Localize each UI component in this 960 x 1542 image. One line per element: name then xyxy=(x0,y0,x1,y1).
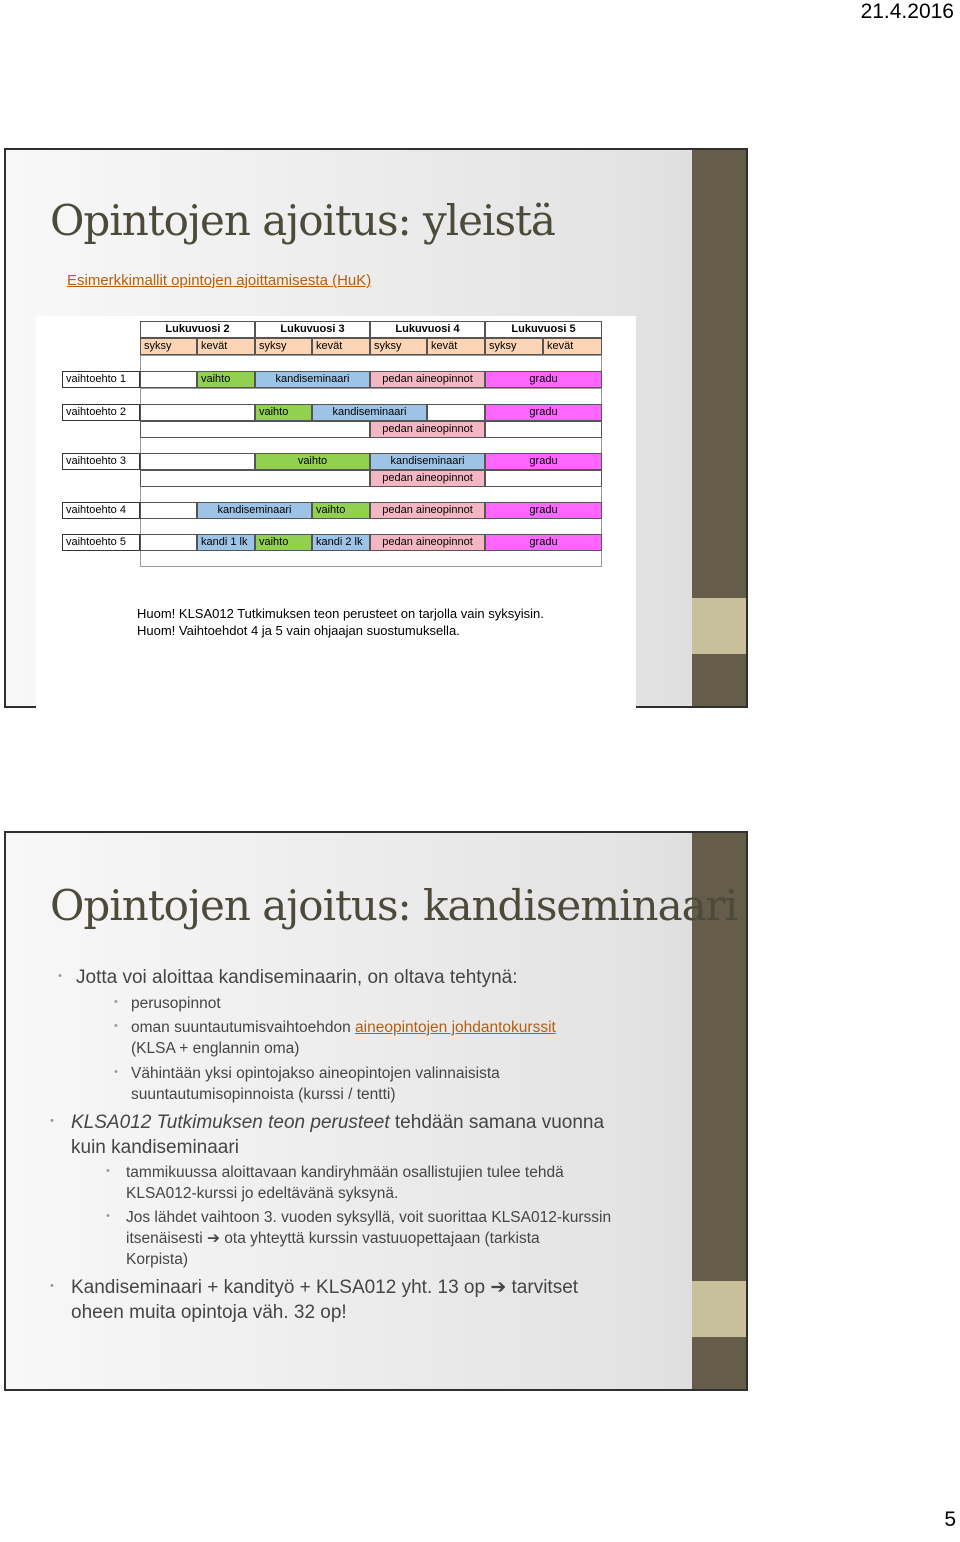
grid-row xyxy=(140,388,602,405)
bullet-continuation: (KLSA + englannin oma) xyxy=(131,1040,300,1057)
option-label: vaihtoehto 3 xyxy=(62,453,140,470)
bullet-continuation: oheen muita opintoja väh. 32 op! xyxy=(71,1302,347,1323)
bullet-prerequisites: Jotta voi aloittaa kandiseminaarin, on oltava tehtynä: xyxy=(76,967,518,988)
vaihto-cell: vaihto xyxy=(197,371,255,388)
bullet-tammikuu: tammikuussa aloittavaan kandiryhmään osallistujien tulee tehdä xyxy=(126,1164,564,1181)
year-header: Lukuvuosi 4 xyxy=(370,321,485,338)
gradu-cell: gradu xyxy=(485,502,602,519)
gradu-cell: gradu xyxy=(485,453,602,470)
bullet-icon: • xyxy=(106,1210,110,1222)
pedan-cell: pedan aineopinnot xyxy=(370,371,485,388)
empty-cell xyxy=(140,404,255,421)
bullet-vaihto: Jos lähdet vaihtoon 3. vuoden syksyllä, voit suorittaa KLSA012-kurssin xyxy=(126,1209,612,1226)
year-header: Lukuvuosi 5 xyxy=(485,321,602,338)
semester-cell: syksy xyxy=(485,338,543,355)
bullet-text: itsenäisesti xyxy=(126,1230,207,1247)
empty-cell xyxy=(140,534,197,551)
slide-notes xyxy=(137,605,544,639)
arrow-right-icon: ➔ xyxy=(206,1230,220,1247)
kandiseminaari-cell: kandiseminaari xyxy=(255,371,370,388)
kandiseminaari-cell: kandiseminaari xyxy=(370,453,485,470)
slide-side-bar xyxy=(692,150,746,706)
gradu-cell: gradu xyxy=(485,534,602,551)
option-label: vaihtoehto 2 xyxy=(62,404,140,421)
slide-title: Opintojen ajoitus: kandiseminaari xyxy=(50,881,738,930)
gradu-cell: gradu xyxy=(485,404,602,421)
bullet-text: Kandiseminaari + kandityö + KLSA012 yht. 13 op xyxy=(71,1277,491,1298)
option-label: vaihtoehto 5 xyxy=(62,534,140,551)
vaihto-cell: vaihto xyxy=(255,404,312,421)
empty-cell xyxy=(427,404,485,421)
option-label: vaihtoehto 4 xyxy=(62,502,140,519)
bullet-perusopinnot: perusopinnot xyxy=(131,995,221,1012)
semester-cell: kevät xyxy=(197,338,255,355)
vaihto-cell: vaihto xyxy=(255,453,370,470)
pedan-cell: pedan aineopinnot xyxy=(370,534,485,551)
year-header: Lukuvuosi 2 xyxy=(140,321,255,338)
pedan-cell: pedan aineopinnot xyxy=(370,470,485,487)
year-header: Lukuvuosi 3 xyxy=(255,321,370,338)
arrow-right-icon: ➔ xyxy=(490,1277,507,1298)
bullet-continuation: suuntautumisopinnoista (kurssi / tentti) xyxy=(131,1086,396,1103)
bullet-icon: • xyxy=(58,970,62,982)
empty-cell xyxy=(140,470,370,487)
bullet-johdantokurssit xyxy=(131,1017,556,1038)
aineopintojen-link[interactable]: aineopintojen johdantokurssit xyxy=(355,1019,556,1036)
bullet-icon: • xyxy=(114,1020,118,1032)
slide-2 xyxy=(4,831,748,1391)
empty-cell xyxy=(485,470,602,487)
bullet-icon: • xyxy=(50,1280,54,1292)
empty-cell xyxy=(140,502,197,519)
kandiseminaari-cell: kandiseminaari xyxy=(197,502,312,519)
empty-cell xyxy=(140,371,197,388)
bullet-total xyxy=(71,1275,578,1300)
bullet-text: tarvitset xyxy=(506,1277,579,1298)
bullet-icon: • xyxy=(114,1066,118,1078)
bullet-icon: • xyxy=(106,1165,110,1177)
bullet-continuation xyxy=(126,1228,540,1249)
huk-examples-link[interactable]: Esimerkkimallit opintojen ajoittamisesta (HuK) xyxy=(67,272,372,289)
grid-row xyxy=(140,486,602,503)
empty-cell xyxy=(140,453,255,470)
bullet-continuation: KLSA012-kurssi jo edeltävänä syksynä. xyxy=(126,1185,399,1202)
kandiseminaari-cell: kandiseminaari xyxy=(312,404,427,421)
bar-stripe xyxy=(692,598,746,654)
bullet-klsa012 xyxy=(71,1110,604,1135)
vaihto-cell: vaihto xyxy=(255,534,312,551)
grid-row xyxy=(140,355,602,372)
empty-cell xyxy=(140,421,370,438)
grid-row xyxy=(140,437,602,454)
vaihto-cell: vaihto xyxy=(312,502,370,519)
course-name: KLSA012 Tutkimuksen teon perusteet xyxy=(71,1112,390,1133)
note-line: Huom! Vaihtoehdot 4 ja 5 vain ohjaajan suostumuksella. xyxy=(137,623,460,638)
bullet-valinnaisista: Vähintään yksi opintojakso aineopintojen valinnaisista xyxy=(131,1065,500,1082)
page-number: 5 xyxy=(944,1508,956,1531)
pedan-cell: pedan aineopinnot xyxy=(370,421,485,438)
bullet-continuation: Korpista) xyxy=(126,1251,189,1268)
semester-cell: syksy xyxy=(370,338,427,355)
semester-cell: syksy xyxy=(140,338,197,355)
grid-row xyxy=(140,550,602,567)
empty-cell xyxy=(485,421,602,438)
semester-cell: kevät xyxy=(543,338,602,355)
option-label: vaihtoehto 1 xyxy=(62,371,140,388)
semester-cell: syksy xyxy=(255,338,312,355)
kandi-2-cell: kandi 2 lk xyxy=(312,534,370,551)
slide-title: Opintojen ajoitus: yleistä xyxy=(50,196,555,245)
gradu-cell: gradu xyxy=(485,371,602,388)
bullet-icon: • xyxy=(114,996,118,1008)
bullet-text: oman suuntautumisvaihtoehdon xyxy=(131,1019,356,1036)
grid-row xyxy=(140,518,602,535)
kandi-1-cell: kandi 1 lk xyxy=(197,534,255,551)
bullet-icon: • xyxy=(50,1115,54,1127)
bullet-text: tehdään samana vuonna xyxy=(389,1112,605,1133)
bullet-text: ota yhteyttä kurssin vastuuopettajaan (tarkista xyxy=(219,1230,540,1247)
bullet-continuation: kuin kandiseminaari xyxy=(71,1137,239,1158)
semester-cell: kevät xyxy=(312,338,370,355)
note-line: Huom! KLSA012 Tutkimuksen teon perusteet on tarjolla vain syksyisin. xyxy=(137,606,544,621)
bar-stripe xyxy=(692,1281,746,1337)
pedan-cell: pedan aineopinnot xyxy=(370,502,485,519)
semester-cell: kevät xyxy=(427,338,485,355)
header-date: 21.4.2016 xyxy=(860,0,954,23)
